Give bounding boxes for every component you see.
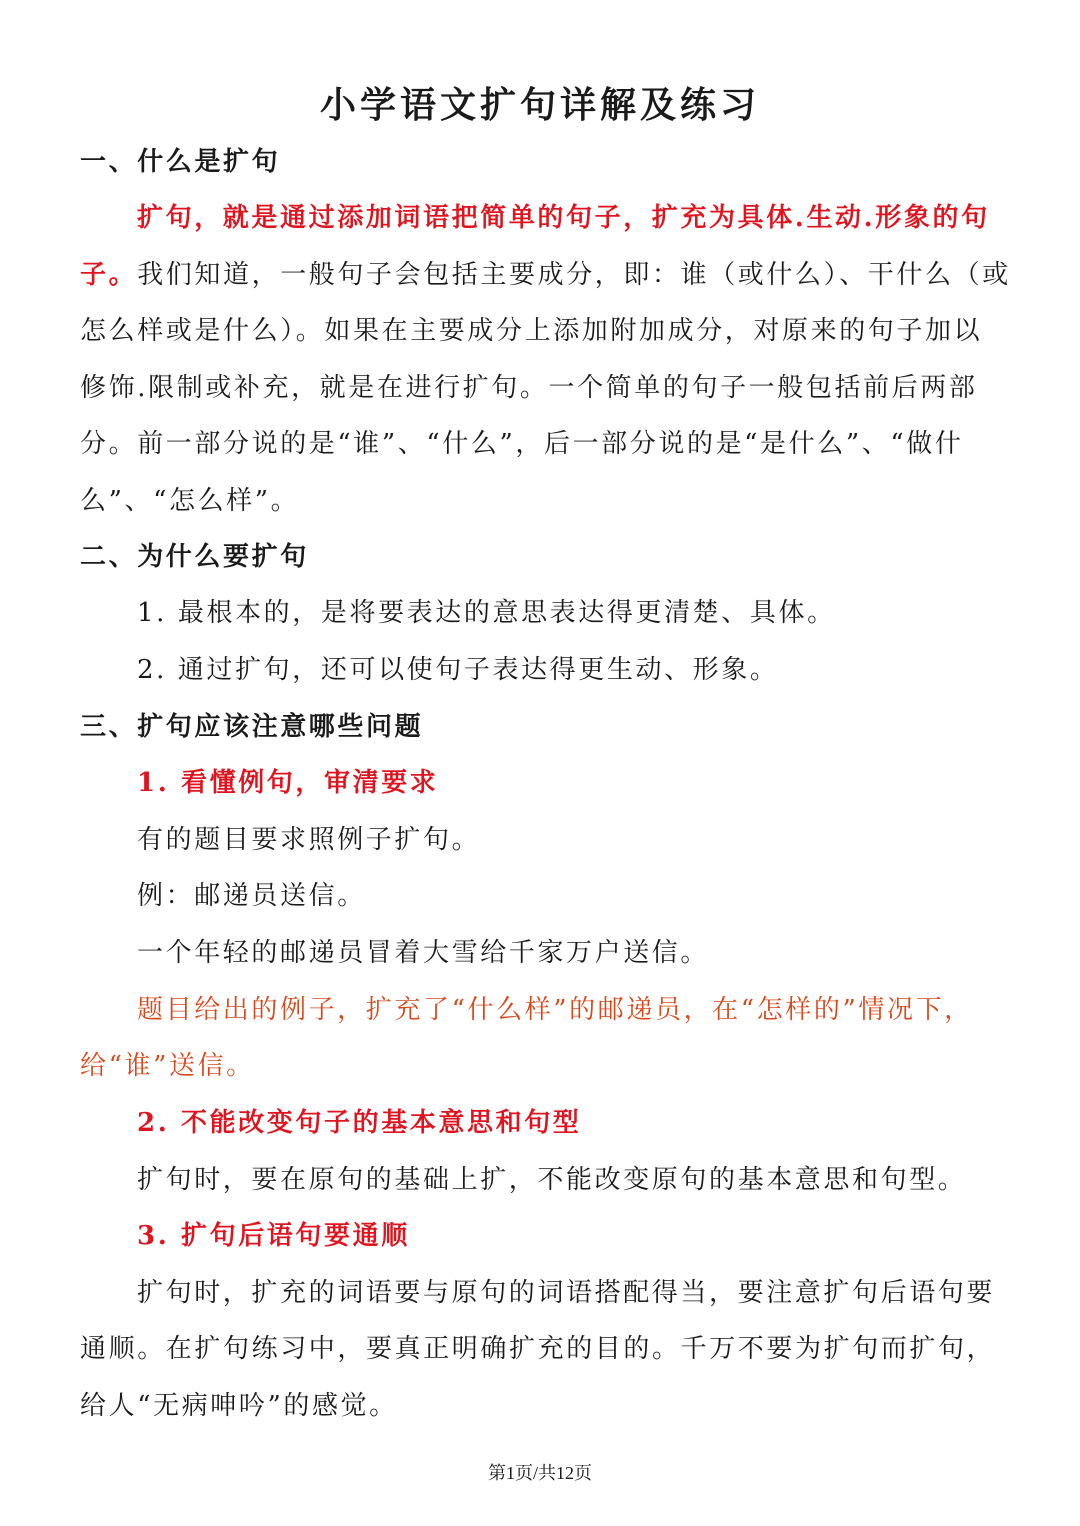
document-title: 小学语文扩句详解及练习 [319,84,760,126]
list-item: 1. 最根本的，是将要表达的意思表达得更清楚、具体。 [137,598,836,628]
section-heading-1: 一、什么是扩句 [80,147,281,177]
definition-red-line: 扩句，就是通过添加词语把简单的句子，扩充为具体.生动.形象的句 [137,203,990,233]
subheading-3: 3. 扩句后语句要通顺 [137,1221,410,1251]
section-heading-3: 三、扩句应该注意哪些问题 [80,712,424,742]
definition-red-end: 子。 [80,260,138,290]
paragraph-line: 扩句时，扩充的词语要与原句的词语搭配得当，要注意扩句后语句要 [137,1278,996,1308]
paragraph-line: 扩句时，要在原句的基础上扩，不能改变原句的基本意思和句型。 [137,1165,967,1195]
example-line: 一个年轻的邮递员冒着大雪给千家万户送信。 [137,938,710,968]
page-number: 第1页/共12页 [487,1463,592,1483]
paragraph-line [80,258,1011,292]
paragraph-line: 通顺。在扩句练习中，要真正明确扩充的目的。千万不要为扩句而扩句， [80,1334,996,1364]
paragraph-line: 有的题目要求照例子扩句。 [137,825,481,855]
section-heading-2: 二、为什么要扩句 [80,542,309,572]
paragraph-line: 修饰.限制或补充，就是在进行扩句。一个简单的句子一般包括前后两部 [80,373,978,403]
note-line: 题目给出的例子，扩充了“什么样”的邮递员，在“怎样的”情况下， [137,995,973,1025]
note-line: 给“谁”送信。 [80,1051,255,1081]
paragraph-line: 给人“无病呻吟”的感觉。 [80,1391,398,1421]
list-item: 2. 通过扩句，还可以使句子表达得更生动、形象。 [137,655,779,685]
subheading-1: 1. 看懂例句，审清要求 [137,768,439,798]
paragraph-line: 分。前一部分说的是“谁”、“什么”，后一部分说的是“是什么”、“做什 [80,429,964,459]
paragraph-line: 么”、“怎么样”。 [80,486,300,516]
subheading-2: 2. 不能改变句子的基本意思和句型 [137,1108,582,1138]
paragraph-line: 怎么样或是什么）。如果在主要成分上添加附加成分，对原来的句子加以 [80,316,983,346]
example-line: 例：邮递员送信。 [137,881,366,911]
paragraph-text: 我们知道，一般句子会包括主要成分，即：谁（或什么）、干什么（或 [137,260,1011,290]
